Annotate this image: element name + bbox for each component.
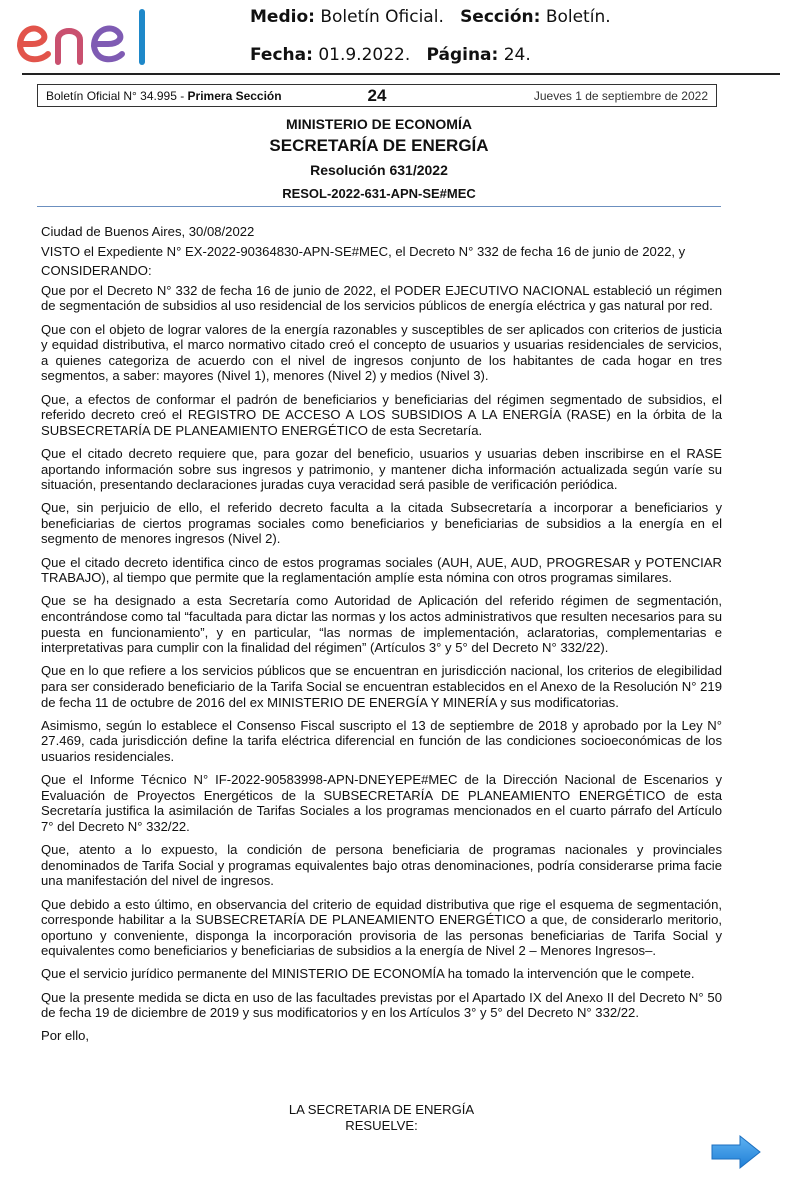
paragraph: Que, atento a lo expuesto, la condición de persona beneficiaria de programas nacionales y provinciales denominados de Tarifa Social y programas equivalentes bajo otras denominaciones, podría considerarse prima facie una manifestación del nivel de ingresos. (41, 842, 722, 889)
paragraph: Que en lo que refiere a los servicios públicos que se encuentran en jurisdicción nacional, los criterios de elegibilidad para ser considerado beneficiario de la Tarifa Social se encuentran establecidos en el Anexo de la Resolución N° 219 de fecha 11 de octubre de 2016 del ex MINISTERIO DE ENERGÍA Y MINERÍA y sus modificatorias. (41, 663, 722, 710)
paragraph: Que debido a esto último, en observancia del criterio de equidad distributiva que rige el esquema de segmentación, corresponde habilitar a la SUBSECRETARÍA DE PLANEAMIENTO ENERGÉTICO a que, de considerarlo meritorio, oportuno y conveniente, disponga la incorporación provisoria de las personas beneficiarias de Tarifa Social y equivalentes como beneficiarios y beneficiarias de subsidios a la energía de Nivel 2 – Menores Ingresos–. (41, 896, 722, 959)
paragraph: Ciudad de Buenos Aires, 30/08/2022 (41, 224, 255, 239)
arrow-right-icon[interactable] (710, 1134, 762, 1170)
secretaria-title: SECRETARÍA DE ENERGÍA (269, 136, 489, 155)
document-body (41, 224, 722, 1052)
paragraph: Que, sin perjuicio de ello, el referido decreto faculta a la citada Subsecretaría a incorporar a beneficiarios y beneficiarias de ciertos programas sociales como beneficiarios y beneficiarias de subsidios a la energía en el segmento de menores ingresos (Nivel 2). (41, 500, 722, 547)
seccion-label: Sección: (460, 7, 541, 27)
bulletin-issue (46, 89, 282, 103)
medio-value: Boletín Oficial. (320, 7, 444, 27)
bulletin-date: Jueves 1 de septiembre de 2022 (533, 89, 708, 103)
paragraph: Asimismo, según lo establece el Consenso Fiscal suscripto el 13 de septiembre de 2018 y aprobado por la Ley N° 27.469, cada jurisdicción define la tarifa eléctrica diferencial en función de las condiciones socioeconómicas de los usuarios residenciales. (41, 717, 722, 764)
heading-divider (37, 206, 721, 207)
issue-number: Boletín Oficial N° 34.995 - (46, 89, 185, 103)
paragraph: Que el citado decreto requiere que, para gozar del beneficio, usuarios y usuarias deben inscribirse en el RASE aportando información sobre sus ingresos y patrimonio, y mantener dicha información actualizada según varíe su situación, presentando declaraciones juradas cuya veracidad será pasible de verificación periódica. (41, 445, 722, 493)
resolve-label: RESUELVE: (345, 1117, 418, 1133)
paragraph: Por ello, (41, 1028, 90, 1044)
paragraph: CONSIDERANDO: (41, 263, 152, 279)
clipping-metadata (250, 4, 790, 76)
seccion-value: Boletín. (545, 7, 611, 27)
fecha-label: Fecha: (250, 45, 313, 65)
fecha-value: 01.9.2022. (318, 45, 411, 65)
section-name: Primera Sección (187, 89, 282, 103)
top-divider (22, 73, 780, 75)
pagina-label: Página: (426, 45, 499, 65)
paragraph: Que el Informe Técnico N° IF-2022-90583998-APN-DNEYEPE#MEC de la Dirección Nacional de Escenarios y Evaluación de Proyectos Energéticos de la SUBSECRETARÍA DE PLANEAMIENTO ENERGÉTICO de esta Secretaría justifica la asimilación de Tarifas Sociales a los programas mencionados en el cuarto párrafo del Artículo 7° del Decreto N° 332/22. (41, 772, 722, 834)
enel-logo (14, 6, 174, 72)
resolution-code: RESOL-2022-631-APN-SE#MEC (282, 186, 476, 201)
bulletin-header (37, 84, 717, 107)
resolve-authority: LA SECRETARIA DE ENERGÍA (288, 1102, 475, 1117)
paragraph: Que la presente medida se dicta en uso de las facultades previstas por el Apartado IX del Anexo II del Decreto N° 50 de fecha 19 de diciembre de 2019 y sus modificatorios y en los Artículos 3° y 5° del Decreto N° 332/22. (41, 989, 722, 1021)
page-number: 24 (367, 86, 387, 105)
resolve-block (41, 1102, 722, 1133)
resolution-title: Resolución 631/2022 (310, 162, 448, 178)
paragraph: VISTO el Expediente N° EX-2022-90364830-APN-SE#MEC, el Decreto N° 332 de fecha 16 de junio de 2022, y (41, 243, 686, 259)
paragraph: Que el citado decreto identifica cinco de estos programas sociales (AUH, AUE, AUD, PROGRESAR y POTENCIAR TRABAJO), al tiempo que permite que la reglamentación amplíe esta nómina con otros programas similares. (41, 554, 722, 586)
paragraph: Que, a efectos de conformar el padrón de beneficiarios y beneficiarias del régimen segmentado de subsidios, el referido decreto creó el REGISTRO DE ACCESO A LOS SUBSIDIOS A LA ENERGÍA (RASE) en la órbita de la SUBSECRETARÍA DE PLANEAMIENTO ENERGÉTICO de esta Secretaría. (41, 391, 722, 438)
ministry-title: MINISTERIO DE ECONOMÍA (286, 116, 472, 132)
paragraph: Que se ha designado a esta Secretaría como Autoridad de Aplicación del referido régimen de segmentación, encontrándose como tal “facultada para dictar las normas y los actos administrativos que resulten necesarios para su puesta en funcionamiento”, y en particular, “las normas de implementación, aclaratorias, complementarias e interpretativas para cumplir con la finalidad del régimen” (Artículos 3° y 5° del Decreto N° 332/22). (41, 593, 722, 656)
pagina-value: 24. (503, 45, 531, 65)
paragraph: Que por el Decreto N° 332 de fecha 16 de junio de 2022, el PODER EJECUTIVO NACIONAL estableció un régimen de segmentación de subsidios al uso residencial de los servicios públicos de energía eléctrica y gas natural por red. (41, 282, 722, 314)
paragraph: Que el servicio jurídico permanente del MINISTERIO DE ECONOMÍA ha tomado la intervención que le compete. (41, 966, 695, 982)
medio-label: Medio: (250, 7, 315, 27)
paragraph: Que con el objeto de lograr valores de la energía razonables y susceptibles de ser aplicados con criterios de justicia y equidad distributiva, el marco normativo citado creó el concepto de usuarios y usuarias residenciales de servicios, a quienes categoriza de acuerdo con el nivel de ingresos conjunto de los habitantes de cada hogar en tres segmentos, a saber: mayores (Nivel 1), menores (Nivel 2) y medios (Nivel 3). (41, 321, 722, 384)
